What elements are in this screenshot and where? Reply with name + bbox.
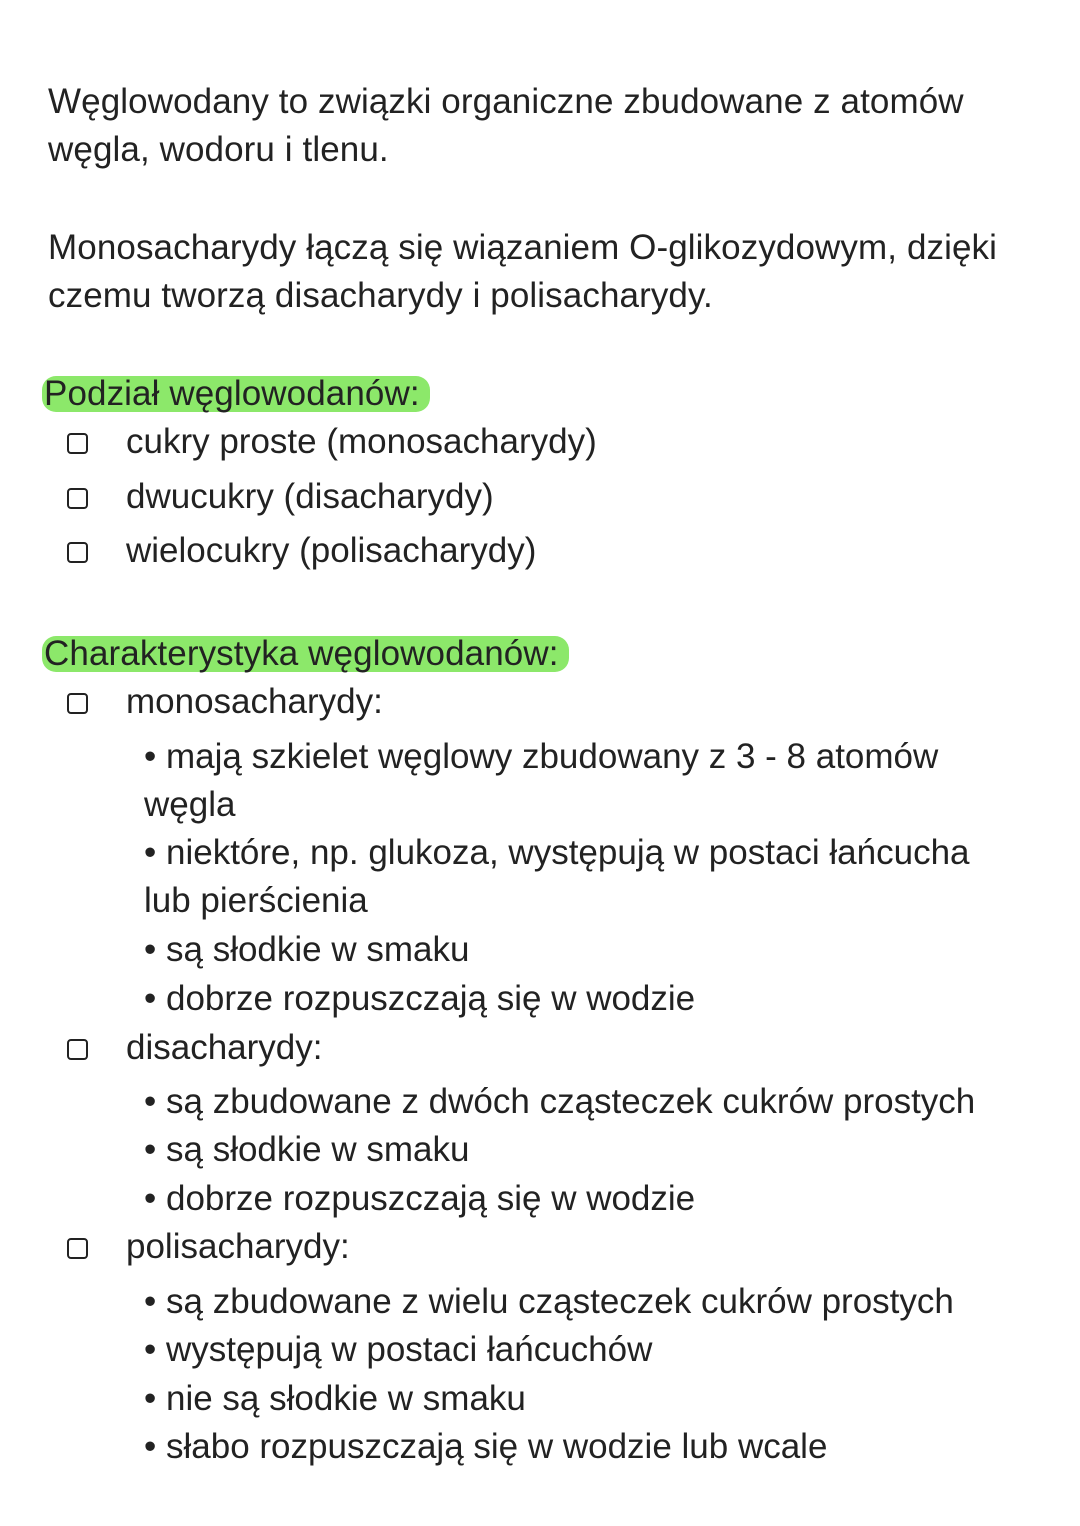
bullet-icon: • <box>144 1179 157 1218</box>
list-item <box>144 733 938 781</box>
bullet-icon: • <box>144 979 157 1018</box>
division-item: cukry proste (monosacharydy) <box>126 422 597 461</box>
intro-elements: węgla, wodoru i tlenu. <box>48 126 389 174</box>
group-label-monosacharydy: monosacharydy: <box>126 682 383 721</box>
bullet-icon: • <box>144 1282 157 1321</box>
term-weglowodany: Węglowodany <box>48 78 269 126</box>
bond-line-1-end: , dzięki <box>887 228 998 267</box>
bullet-icon: • <box>144 1427 157 1466</box>
list-item <box>144 829 970 877</box>
list-item-text: są słodkie w smaku <box>166 930 470 969</box>
list-item-text: są zbudowane z wielu cząsteczek cukrów prostych <box>166 1282 954 1321</box>
checkbox-icon <box>67 488 88 509</box>
checkbox-icon <box>67 1039 88 1060</box>
list-item-text: mają szkielet węglowy zbudowany z 3 - 8 atomów <box>166 737 939 776</box>
list-item-text: dobrze rozpuszczają się w wodzie <box>166 979 696 1018</box>
bullet-icon: • <box>144 930 157 969</box>
list-item <box>144 1126 469 1174</box>
list-item-continuation: węgla <box>144 785 236 824</box>
list-item-text: dobrze rozpuszczają się w wodzie <box>166 1179 696 1218</box>
bullet-icon: • <box>144 833 157 872</box>
list-item-text: nie są słodkie w smaku <box>166 1379 526 1418</box>
bullet-icon: • <box>144 1130 157 1169</box>
term-glycosidic-bond: wiązaniem O-glikozydowym <box>453 224 887 272</box>
bullet-icon: • <box>144 1082 157 1121</box>
list-item-text: są zbudowane z dwóch cząsteczek cukrów prostych <box>166 1082 976 1121</box>
division-item: wielocukry (polisacharydy) <box>126 531 537 570</box>
division-item: dwucukry (disacharydy) <box>126 477 494 516</box>
list-item-text: słabo rozpuszczają się w wodzie lub wcale <box>166 1427 828 1466</box>
intro-line-1-rest: to związki organiczne zbudowane z atomów <box>268 82 964 121</box>
characteristics-heading-text: Charakterystyka węglowodanów: <box>42 636 569 672</box>
list-item-text: są słodkie w smaku <box>166 1130 470 1169</box>
group-label-disacharydy: disacharydy: <box>126 1028 323 1067</box>
checkbox-icon <box>67 693 88 714</box>
list-item <box>144 1078 975 1126</box>
bond-line-1 <box>48 224 997 272</box>
bullet-icon: • <box>144 1330 157 1369</box>
intro-line-1 <box>48 78 964 126</box>
division-heading-text: Podział węglowodanów: <box>42 376 430 412</box>
intro-line-2 <box>48 126 389 174</box>
list-item <box>144 926 469 974</box>
division-heading <box>44 370 430 418</box>
list-item-continuation: lub pierścienia <box>144 881 368 920</box>
checkbox-icon <box>67 1238 88 1259</box>
bullet-icon: • <box>144 737 157 776</box>
bond-line-2: czemu tworzą disacharydy i polisacharydy. <box>48 276 713 315</box>
group-label-polisacharydy: polisacharydy: <box>126 1227 350 1266</box>
characteristics-heading <box>44 630 569 678</box>
list-item <box>144 975 695 1023</box>
bond-line-1-start: Monosacharydy łączą się <box>48 228 454 267</box>
bullet-icon: • <box>144 1379 157 1418</box>
list-item-text: występują w postaci łańcuchów <box>166 1330 653 1369</box>
checkbox-icon <box>67 433 88 454</box>
list-item <box>144 1326 652 1374</box>
list-item-text: niektóre, np. glukoza, występują w postaci łańcucha <box>166 833 970 872</box>
list-item <box>144 1375 526 1423</box>
checkbox-icon <box>67 542 88 563</box>
list-item <box>144 1423 827 1471</box>
list-item <box>144 1175 695 1223</box>
list-item <box>144 1278 954 1326</box>
